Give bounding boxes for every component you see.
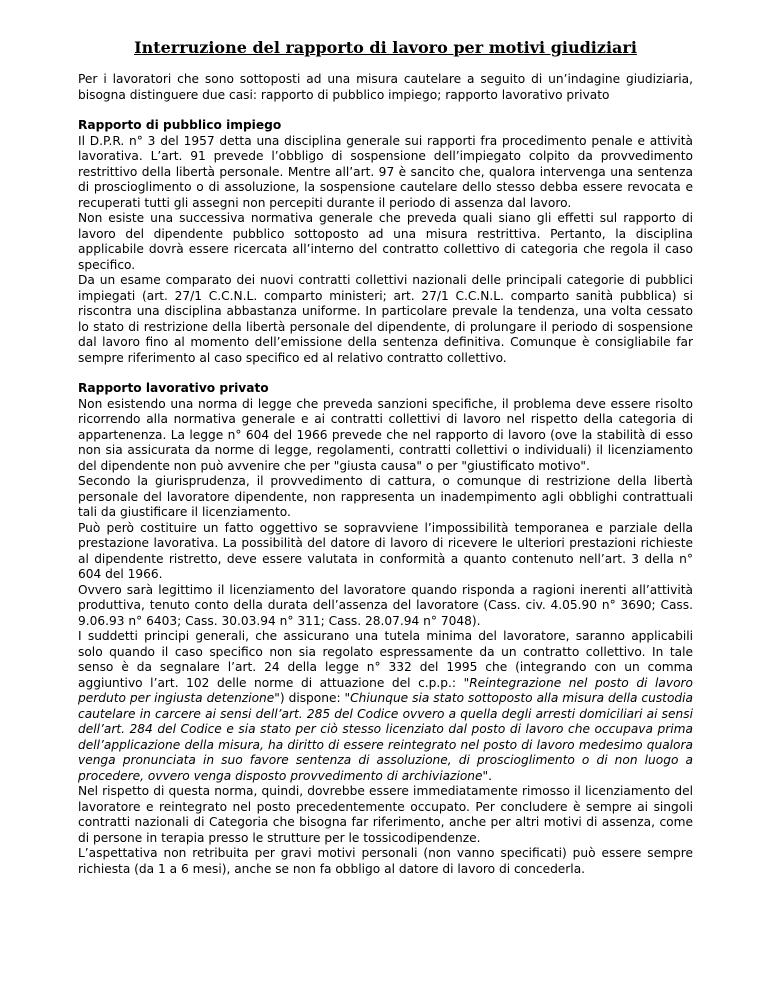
- private-paragraph-4: Ovvero sarà legittimo il licenziamento del lavoratore quando risponda a ragioni inerenti all’attività produttiva, tenuto conto della durata dell’assenza del lavoratore (Cass. civ. 4.05.90 n° 3690; Cass. 9.06.93 n° 6403; Cass. 30.03.94 n° 311; Cass. 28.07.94 n° 7048).: [78, 582, 693, 628]
- section-heading-public: Rapporto di pubblico impiego: [78, 118, 282, 132]
- p5-text-a: I suddetti principi generali, che assicurano una tutela minima del lavoratore, saranno applicabili solo quando il caso specifico non sia regolato espressamente da un contratto collettivo. In tale senso è da segnalare l’art. 24 della legge n° 332 del 1995 che (integrando con un comma aggiuntivo l’art. 102 delle norme di attuazione del c.p.p.: ": [78, 629, 693, 690]
- private-paragraph-1: Non esistendo una norma di legge che preveda sanzioni specifiche, il problema deve essere risolto ricorrendo alla normativa generale e ai contratti collettivi di lavoro nel rispetto della categoria di appartenenza. La legge n° 604 del 1966 prevede che nel rapporto di lavoro (ove la stabilità di esso non sia assicurata da norme di legge, regolamenti, contratti collettivi o individuali) il licenziamento del dipendente non può avvenire che per "giusta causa" o per "giustificato motivo".: [78, 396, 693, 473]
- public-paragraph-2: Non esiste una successiva normativa generale che preveda quali siano gli effetti sul rapporto di lavoro del dipendente pubblico sottoposto ad una misura restrittiva. Pertanto, la disciplina applicabile dovrà essere ricercata all’interno del contratto collettivo di categoria che regola il caso specifico.: [78, 211, 693, 272]
- p5-text-e: ".: [482, 768, 493, 783]
- intro-paragraph: Per i lavoratori che sono sottoposti ad una misura cautelare a seguito di un’indagine giudiziaria, bisogna distinguere due casi: rapporto di pubblico impiego; rapporto lavorativo privato: [78, 72, 693, 102]
- p5-italic-title: Reintegrazione nel posto di lavoro perduto per ingiusta detenzione: [78, 675, 693, 705]
- spacer: [78, 103, 693, 118]
- public-paragraph-1: Il D.P.R. n° 3 del 1957 detta una disciplina generale sui rapporti fra procedimento penale e attività lavorativa. L’art. 91 prevede l’obbligo di sospensione dell’impiegato colpito da provvedimento restrittivo della libertà personale. Mentre all’art. 97 è sancito che, qualora intervenga una sentenza di proscioglimento o di assoluzione, la sospensione cautelare dello stesso debba essere revocata e recuperati tutti gli assegni non percepiti durante il periodo di assenza dal lavoro.: [78, 133, 693, 210]
- private-paragraph-5: [78, 629, 693, 784]
- private-paragraph-3: Può però costituire un fatto oggettivo se sopravviene l’impossibilità temporanea e parziale della prestazione lavorativa. La possibilità del datore di lavoro di ricevere le ulteriori prestazioni richieste al dipendente ristretto, deve essere valutata in conformità a quanto contenuto nell’art. 3 della n° 604 del 1966.: [78, 520, 693, 581]
- p5-italic-quote: Chiunque sia stato sottoposto alla misura della custodia cautelare in carcere ai sensi dell’art. 285 del Codice ovvero a quella degli arresti domiciliari ai sensi dell’art. 284 del Codice e sia stato per ciò stesso licenziato dal posto di lavoro che occupava prima dell’applicazione della misura, ha diritto di essere reintegrato nel posto di lavoro medesimo qualora venga pronunciata in suo favore sentenza di assoluzione, di proscioglimento o di non luogo a procedere, ovvero venga disposto provvedimento di archiviazione: [78, 691, 694, 783]
- p5-text-c: ") dispone: ": [274, 691, 351, 705]
- private-paragraph-6: Nel rispetto di questa norma, quindi, dovrebbe essere immediatamente rimosso il licenziamento del lavoratore e reintegrato nel posto precedentemente occupato. Per concludere è sempre ai singoli contratti nazionali di Categoria che bisogna far riferimento, anche per altri motivi di assenza, come di persone in terapia presso le strutture per le tossicodipendenze.: [78, 784, 693, 845]
- document-page: [78, 38, 693, 877]
- section-heading-private: Rapporto lavorativo privato: [78, 381, 269, 395]
- private-paragraph-7: L’aspettativa non retribuita per gravi motivi personali (non vanno specificati) può essere sempre richiesta (da 1 a 6 mesi), anche se non fa obbligo al datore di lavoro di concederla.: [78, 846, 693, 876]
- document-title: Interruzione del rapporto di lavoro per motivi giudiziari: [134, 38, 637, 57]
- spacer: [78, 366, 693, 381]
- public-paragraph-3: Da un esame comparato dei nuovi contratti collettivi nazionali delle principali categorie di pubblici impiegati (art. 27/1 C.C.N.L. comparto ministeri; art. 27/1 C.C.N.L. comparto sanità pubblica) si riscontra una disciplina abbastanza uniforme. In particolare prevale la tendenza, una volta cessato lo stato di restrizione della libertà personale del dipendente, di prolungare il periodo di sospensione dal lavoro fino al momento dell’emissione della sentenza definitiva. Comunque è consigliabile far sempre riferimento al caso specifico ed al relativo contratto collettivo.: [78, 273, 693, 365]
- private-paragraph-2: Secondo la giurisprudenza, il provvedimento di cattura, o comunque di restrizione della libertà personale del lavoratore dipendente, non rappresenta un inadempimento agli obblighi contrattuali tali da giustificare il licenziamento.: [78, 474, 693, 519]
